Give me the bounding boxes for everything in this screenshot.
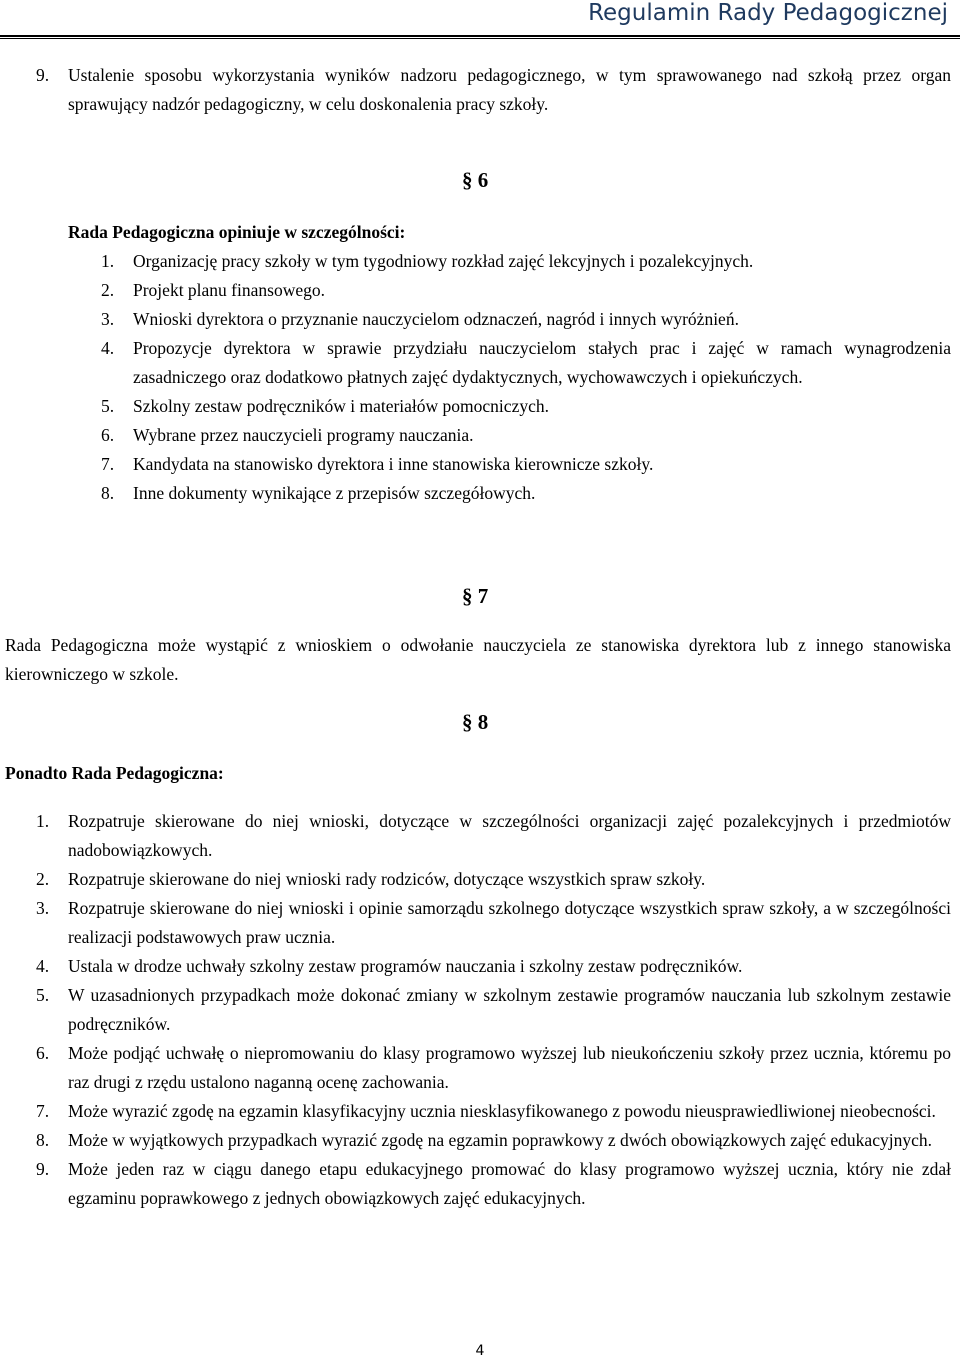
list-item-text: Wybrane przez nauczycieli programy nauczania.: [133, 425, 474, 445]
page-header-title: Regulamin Rady Pedagogicznej: [588, 0, 948, 26]
list-item: [101, 450, 951, 479]
list-item-number: 8.: [36, 1130, 50, 1150]
list-item-number: 1.: [36, 811, 50, 831]
list-item-number: 4.: [36, 956, 50, 976]
list-item-number: 7.: [36, 1101, 50, 1121]
list-item-text: Rozpatruje skierowane do niej wnioski, dotyczące w szczególności organizacji zajęć pozalekcyjnych i przedmiotów nadobowiązkowych.: [68, 811, 951, 860]
list-item-text: Rozpatruje skierowane do niej wnioski i opinie samorządu szkolnego dotyczące wszystkich spraw szkoły, a w szczególności realizacji podstawowych praw ucznia.: [68, 898, 951, 947]
section-7-heading: § 7: [462, 584, 489, 608]
list-item-number: 3.: [36, 898, 50, 918]
list-item-number: 5.: [36, 985, 50, 1005]
list-item: [101, 276, 951, 305]
section-8-list: [36, 807, 951, 1213]
list-item-text: Ustalenie sposobu wykorzystania wyników nadzoru pedagogicznego, w tym sprawowanego nad szkołą przez organ sprawujący nadzór pedagogiczny, w celu doskonalenia pracy szkoły.: [68, 65, 951, 114]
list-item-number: 3.: [101, 309, 115, 329]
list-item-number: 5.: [101, 396, 115, 416]
list-item: [36, 952, 951, 981]
list-item-text: Może wyrazić zgodę na egzamin klasyfikacyjny ucznia niesklasyfikowanego z powodu nieusprawiedliwionej nieobecności.: [68, 1101, 936, 1121]
list-item-text: W uzasadnionych przypadkach może dokonać zmiany w szkolnym zestawie programów nauczania lub szkolnym zestawie podręczników.: [68, 985, 951, 1034]
list-item-text: Inne dokumenty wynikające z przepisów szczegółowych.: [133, 483, 536, 503]
list-item-text: Ustala w drodze uchwały szkolny zestaw programów nauczania i szkolny zestaw podręczników.: [68, 956, 743, 976]
page-number: 4: [475, 1343, 485, 1359]
list-item: [101, 334, 951, 392]
list-item-text: Kandydata na stanowisko dyrektora i inne stanowiska kierownicze szkoły.: [133, 454, 654, 474]
list-item: [101, 305, 951, 334]
list-item-text: Projekt planu finansowego.: [133, 280, 325, 300]
section-8-heading: § 8: [462, 710, 489, 734]
list-item: [36, 61, 951, 119]
section-7-text: Rada Pedagogiczna może wystąpić z wnioskiem o odwołanie nauczyciela ze stanowiska dyrektora lub z innego stanowiska kierowniczego w szkole.: [5, 635, 951, 684]
list-item-text: Może w wyjątkowych przypadkach wyrazić zgodę na egzamin poprawkowy z dwóch obowiązkowych zajęć edukacyjnych.: [68, 1130, 932, 1150]
list-item: [36, 865, 951, 894]
list-item: [101, 421, 951, 450]
list-item: [36, 1097, 951, 1126]
list-item: [36, 894, 951, 952]
list-item-number: 2.: [36, 869, 50, 889]
header-rule: [0, 35, 960, 37]
header-rule-thin: [0, 38, 960, 39]
list-item-text: Wnioski dyrektora o przyznanie nauczycielom odznaczeń, nagród i innych wyróżnień.: [133, 309, 739, 329]
list-item: [101, 479, 951, 508]
list-item-number: 8.: [101, 483, 115, 503]
list-item-number: 9.: [36, 65, 50, 85]
list-item-number: 4.: [101, 338, 115, 358]
list-item-number: 1.: [101, 251, 115, 271]
list-item-number: 2.: [101, 280, 115, 300]
list-item-text: Może jeden raz w ciągu danego etapu edukacyjnego promować do klasy programowo wyższej ucznia, który nie zdał egzaminu poprawkowego z jednych obowiązkowych zajęć edukacyjnych.: [68, 1159, 951, 1208]
list-item-text: Szkolny zestaw podręczników i materiałów pomocniczych.: [133, 396, 549, 416]
section-8-intro: Ponadto Rada Pedagogiczna:: [5, 763, 224, 783]
list-item-text: Może podjąć uchwałę o niepromowaniu do klasy programowo wyższej lub nieukończeniu szkoły przez ucznia, któremu po raz drugi z rzędu ustalono naganną ocenę zachowania.: [68, 1043, 951, 1092]
top-list: [36, 61, 951, 119]
list-item: [36, 1039, 951, 1097]
list-item-text: Organizację pracy szkoły w tym tygodniowy rozkład zajęć lekcyjnych i pozalekcyjnych.: [133, 251, 754, 271]
list-item-text: Rozpatruje skierowane do niej wnioski rady rodziców, dotyczące wszystkich spraw szkoły.: [68, 869, 706, 889]
list-item-number: 9.: [36, 1159, 50, 1179]
list-item-number: 6.: [101, 425, 115, 445]
section-6-list: [101, 247, 951, 508]
list-item: [36, 981, 951, 1039]
list-item: [36, 807, 951, 865]
list-item: [36, 1155, 951, 1213]
section-6-heading: § 6: [462, 168, 489, 192]
list-item: [101, 392, 951, 421]
list-item-number: 7.: [101, 454, 115, 474]
list-item: [101, 247, 951, 276]
list-item-text: Propozycje dyrektora w sprawie przydziału nauczycielom stałych prac i zajęć w ramach wynagrodzenia zasadniczego oraz dodatkowo płatnych zajęć dydaktycznych, wychowawczych i opiekuńczych.: [133, 338, 951, 387]
section-6-intro: Rada Pedagogiczna opiniuje w szczególności:: [68, 222, 406, 242]
list-item-number: 6.: [36, 1043, 50, 1063]
list-item: [36, 1126, 951, 1155]
